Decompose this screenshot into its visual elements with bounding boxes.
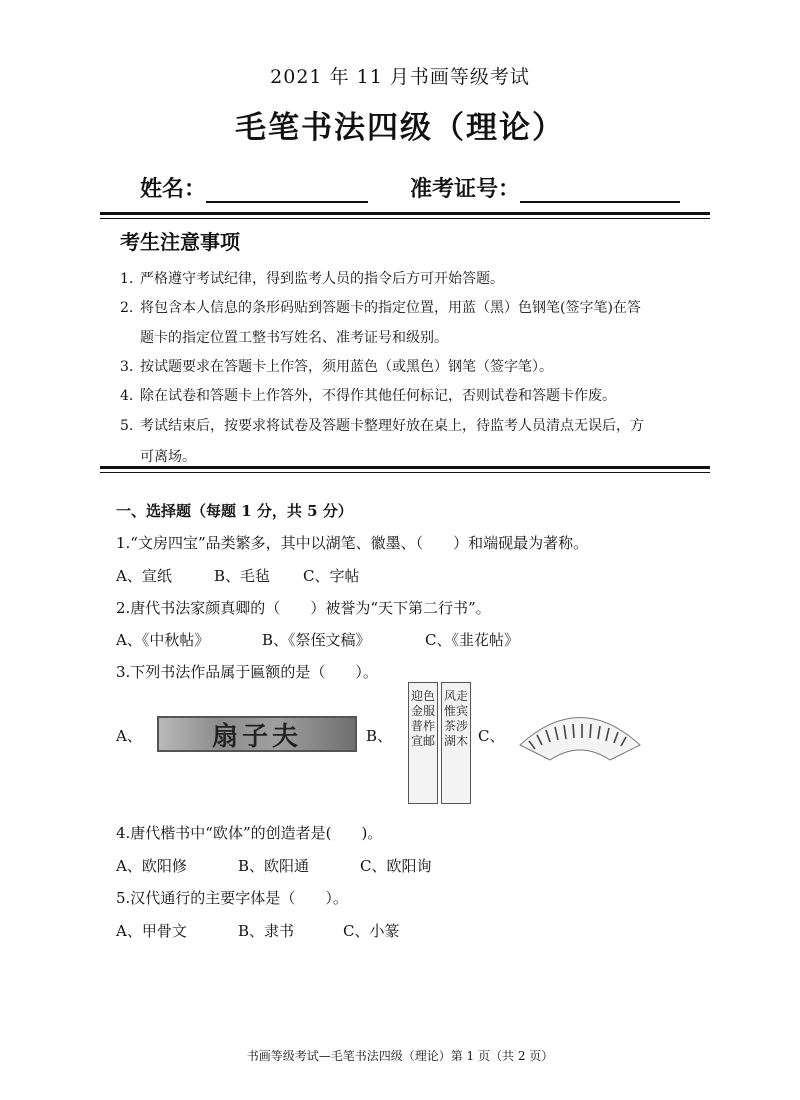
- page-footer: 书画等级考试—毛笔书法四级（理论）第 1 页（共 2 页）: [246, 1049, 554, 1063]
- ticket-label: 准考证号：: [410, 176, 521, 202]
- notice-item-continued: 可离场。: [140, 449, 196, 465]
- exam-session-title: 2021 年 11 月书画等级考试: [270, 66, 530, 88]
- plaque-text: 扇子夫: [211, 721, 302, 752]
- option: B、欧阳通: [238, 857, 310, 875]
- ticket-field: [410, 172, 680, 203]
- option: A、: [116, 727, 142, 745]
- question-stem: 3.下列书法作品属于匾额的是（ ）。: [116, 663, 378, 681]
- option: C、: [478, 727, 505, 745]
- notice-item: 5. 考试结束后，按要求将试卷及答题卡整理好放在桌上，待监考人员清点无误后，方: [120, 418, 644, 434]
- notice-item: 1. 严格遵守考试纪律，得到监考人员的指令后方可开始答题。: [120, 271, 504, 287]
- option: A、欧阳修: [116, 857, 187, 875]
- divider: [100, 218, 710, 219]
- divider: [100, 472, 710, 473]
- question-stem: 1.“文房四宝”品类繁多，其中以湖笔、徽墨、（ ）和端砚最为著称。: [116, 534, 589, 552]
- notice-title: 考生注意事项: [120, 230, 240, 254]
- name-blank[interactable]: [206, 179, 368, 203]
- notice-item-continued: 题卡的指定位置工整书写姓名、准考证号和级别。: [140, 330, 448, 346]
- divider: [100, 466, 710, 469]
- question-stem: 5.汉代通行的主要字体是（ ）。: [116, 889, 348, 907]
- option: C、小篆: [343, 922, 400, 940]
- notice-item: 4. 除在试卷和答题卡上作答外，不得作其他任何标记，否则试卷和答题卡作废。: [120, 388, 616, 404]
- section-title: 一、选择题（每题 1 分，共 5 分）: [116, 502, 353, 520]
- option: A、宣纸: [116, 567, 172, 585]
- option: A、《中秋帖》: [116, 631, 210, 649]
- ticket-blank[interactable]: [520, 179, 680, 203]
- name-label: 姓名：: [140, 176, 207, 202]
- option: C、字帖: [303, 567, 360, 585]
- option: B、: [366, 727, 393, 745]
- option: B、毛毡: [214, 567, 271, 585]
- fan-image: [515, 705, 645, 765]
- divider: [100, 212, 710, 215]
- option: C、欧阳询: [360, 857, 432, 875]
- plaque-image: [157, 716, 357, 752]
- couplet-right-image: 风走惟宾茶涉湖木: [441, 682, 471, 804]
- name-field: [140, 172, 368, 203]
- option: C、《韭花帖》: [425, 631, 519, 649]
- question-stem: 2.唐代书法家颜真卿的（ ）被誉为“天下第二行书”。: [116, 599, 491, 617]
- option: A、甲骨文: [116, 922, 187, 940]
- question-stem: 4.唐代楷书中“欧体”的创造者是( )。: [116, 824, 383, 842]
- notice-item: 3. 按试题要求在答题卡上作答，须用蓝色（或黑色）钢笔（签字笔）。: [120, 359, 553, 375]
- option: B、《祭侄文稿》: [262, 631, 371, 649]
- option: B、隶书: [238, 922, 295, 940]
- notice-item: 2. 将包含本人信息的条形码贴到答题卡的指定位置，用蓝（黑）色钢笔(签字笔)在答: [120, 300, 641, 316]
- exam-subject-title: 毛笔书法四级（理论）: [235, 110, 565, 146]
- couplet-left-image: 迎色金服普柞宣邮: [408, 682, 438, 804]
